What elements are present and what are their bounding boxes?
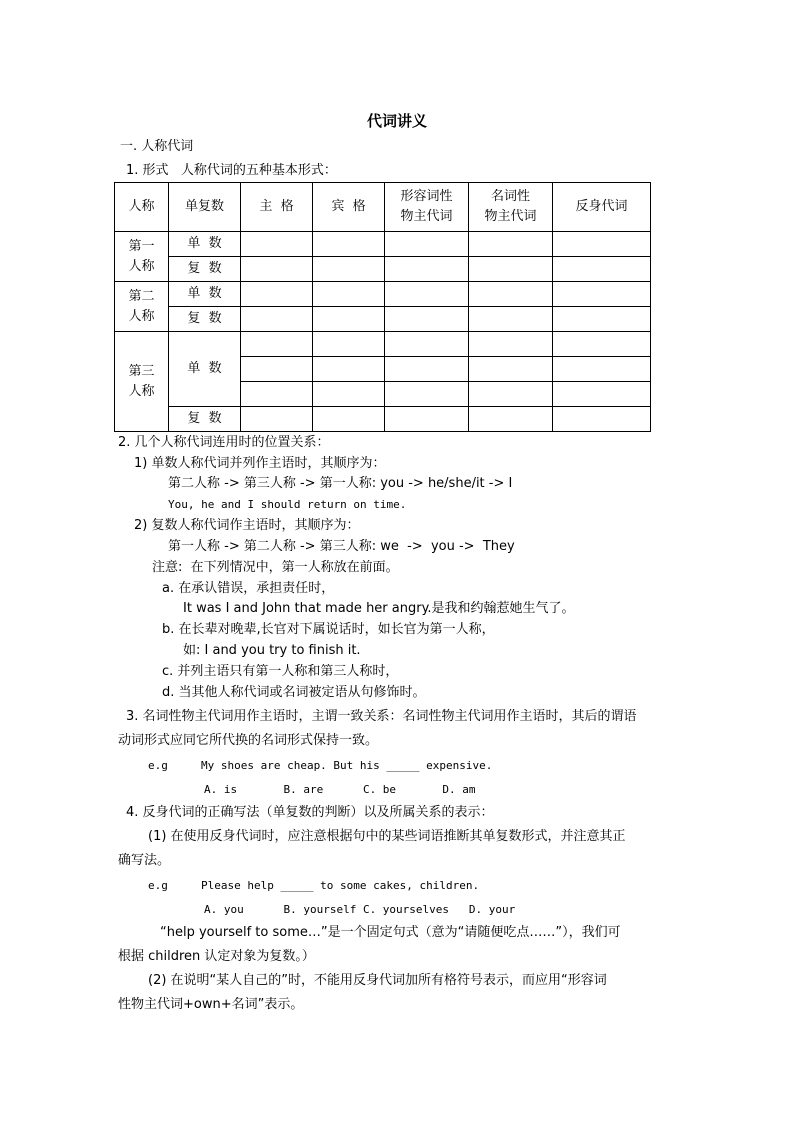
table-row — [115, 332, 651, 357]
note-d: d. 当其他人称代词或名词被定语从句修饰时。 — [162, 685, 426, 700]
item-4-2-line-2: 性物主代词+own+名词”表示。 — [118, 997, 304, 1012]
item-3-line-1: 3. 名词性物主代词用作主语时，主谓一致关系：名词性物主代词用作主语时，其后的谓语 — [126, 709, 637, 724]
singular-cell: 单 数 — [169, 282, 241, 307]
note-a-example: It was I and John that made her angry.是我和约翰惹她生气了。 — [183, 601, 575, 616]
table-row — [115, 407, 651, 432]
example-4-options: A. you B. yourself C. yourselves D. your — [204, 903, 516, 916]
item-4-heading: 4. 反身代词的正确写法（单复数的判断）以及所属关系的表示： — [126, 805, 494, 820]
note-c: c. 并列主语只有第一人称和第三人称时， — [162, 664, 399, 679]
section-heading-personal-pronouns: 一. 人称代词 — [120, 139, 194, 154]
plural-cell: 复 数 — [169, 407, 241, 432]
item-1-form: 1. 形式 人称代词的五种基本形式： — [126, 163, 337, 178]
first-person-label-a: 第一 — [128, 238, 155, 254]
third-person-label-a: 第三 — [128, 363, 155, 379]
item-4-1-line-1: (1) 在使用反身代词时，应注意根据句中的某些词语推断其单复数形式，并注意其正 — [148, 829, 626, 844]
table-row — [115, 307, 651, 332]
item-4-2-line-1: (2) 在说明“某人自己的”时，不能用反身代词加所有格符号表示，而应用“形容词 — [148, 973, 607, 988]
plural-cell: 复 数 — [169, 257, 241, 282]
explanation-line-2: 根据 children 认定对象为复数。） — [118, 949, 315, 964]
plural-cell: 复 数 — [169, 307, 241, 332]
header-reflexive: 反身代词 — [553, 183, 651, 232]
pronoun-forms-table — [114, 182, 651, 432]
order-plural: 第一人称 -> 第二人称 -> 第三人称: we -> you -> They — [168, 539, 515, 554]
header-person: 人称 — [115, 183, 169, 232]
second-person-label-a: 第二 — [128, 288, 155, 304]
note-b-example: 如: I and you try to finish it. — [183, 643, 361, 658]
example-3: e.g My shoes are cheap. But his _____ expensive. — [148, 759, 493, 772]
singular-cell: 单 数 — [169, 332, 241, 407]
header-adjectival-possessive: 形容词性 物主代词 — [385, 183, 469, 232]
second-person-label-b: 人称 — [128, 308, 155, 324]
item-2-1-heading: 1) 单数人称代词并列作主语时，其顺序为： — [134, 456, 386, 471]
table-row — [115, 232, 651, 257]
second-person-cell — [115, 282, 169, 332]
first-person-label-b: 人称 — [128, 258, 155, 274]
page-title: 代词讲义 — [366, 112, 427, 130]
header-subjective: 主 格 — [241, 183, 313, 232]
note-heading: 注意: 在下列情况中，第一人称放在前面。 — [152, 560, 399, 575]
note-b: b. 在长辈对晚辈,长官对下属说话时，如长官为第一人称， — [162, 622, 495, 637]
header-nominal-possessive: 名词性 物主代词 — [469, 183, 553, 232]
third-person-cell — [115, 332, 169, 432]
example-4: e.g Please help _____ to some cakes, children. — [148, 879, 480, 892]
first-person-cell — [115, 232, 169, 282]
example-singular: You, he and I should return on time. — [168, 498, 407, 511]
explanation-line-1: “help yourself to some…”是一个固定句式（意为“请随便吃点……”），我们可 — [160, 925, 621, 940]
header-number: 单复数 — [169, 183, 241, 232]
table-row — [115, 282, 651, 307]
note-a: a. 在承认错误，承担责任时， — [162, 581, 335, 596]
singular-cell: 单 数 — [169, 232, 241, 257]
order-singular: 第二人称 -> 第三人称 -> 第一人称: you -> he/she/it -> I — [168, 476, 513, 491]
item-2-heading: 2. 几个人称代词连用时的位置关系： — [118, 435, 330, 450]
item-4-1-line-2: 确写法。 — [118, 853, 171, 868]
example-3-options: A. is B. are C. be D. am — [204, 783, 476, 796]
header-objective: 宾 格 — [313, 183, 385, 232]
item-2-2-heading: 2) 复数人称代词作主语时，其顺序为： — [134, 518, 360, 533]
item-3-line-2: 动词形式应同它所代换的名词形式保持一致。 — [118, 733, 379, 748]
third-person-label-b: 人称 — [128, 383, 155, 399]
table-row — [115, 257, 651, 282]
table-header-row — [115, 183, 651, 232]
